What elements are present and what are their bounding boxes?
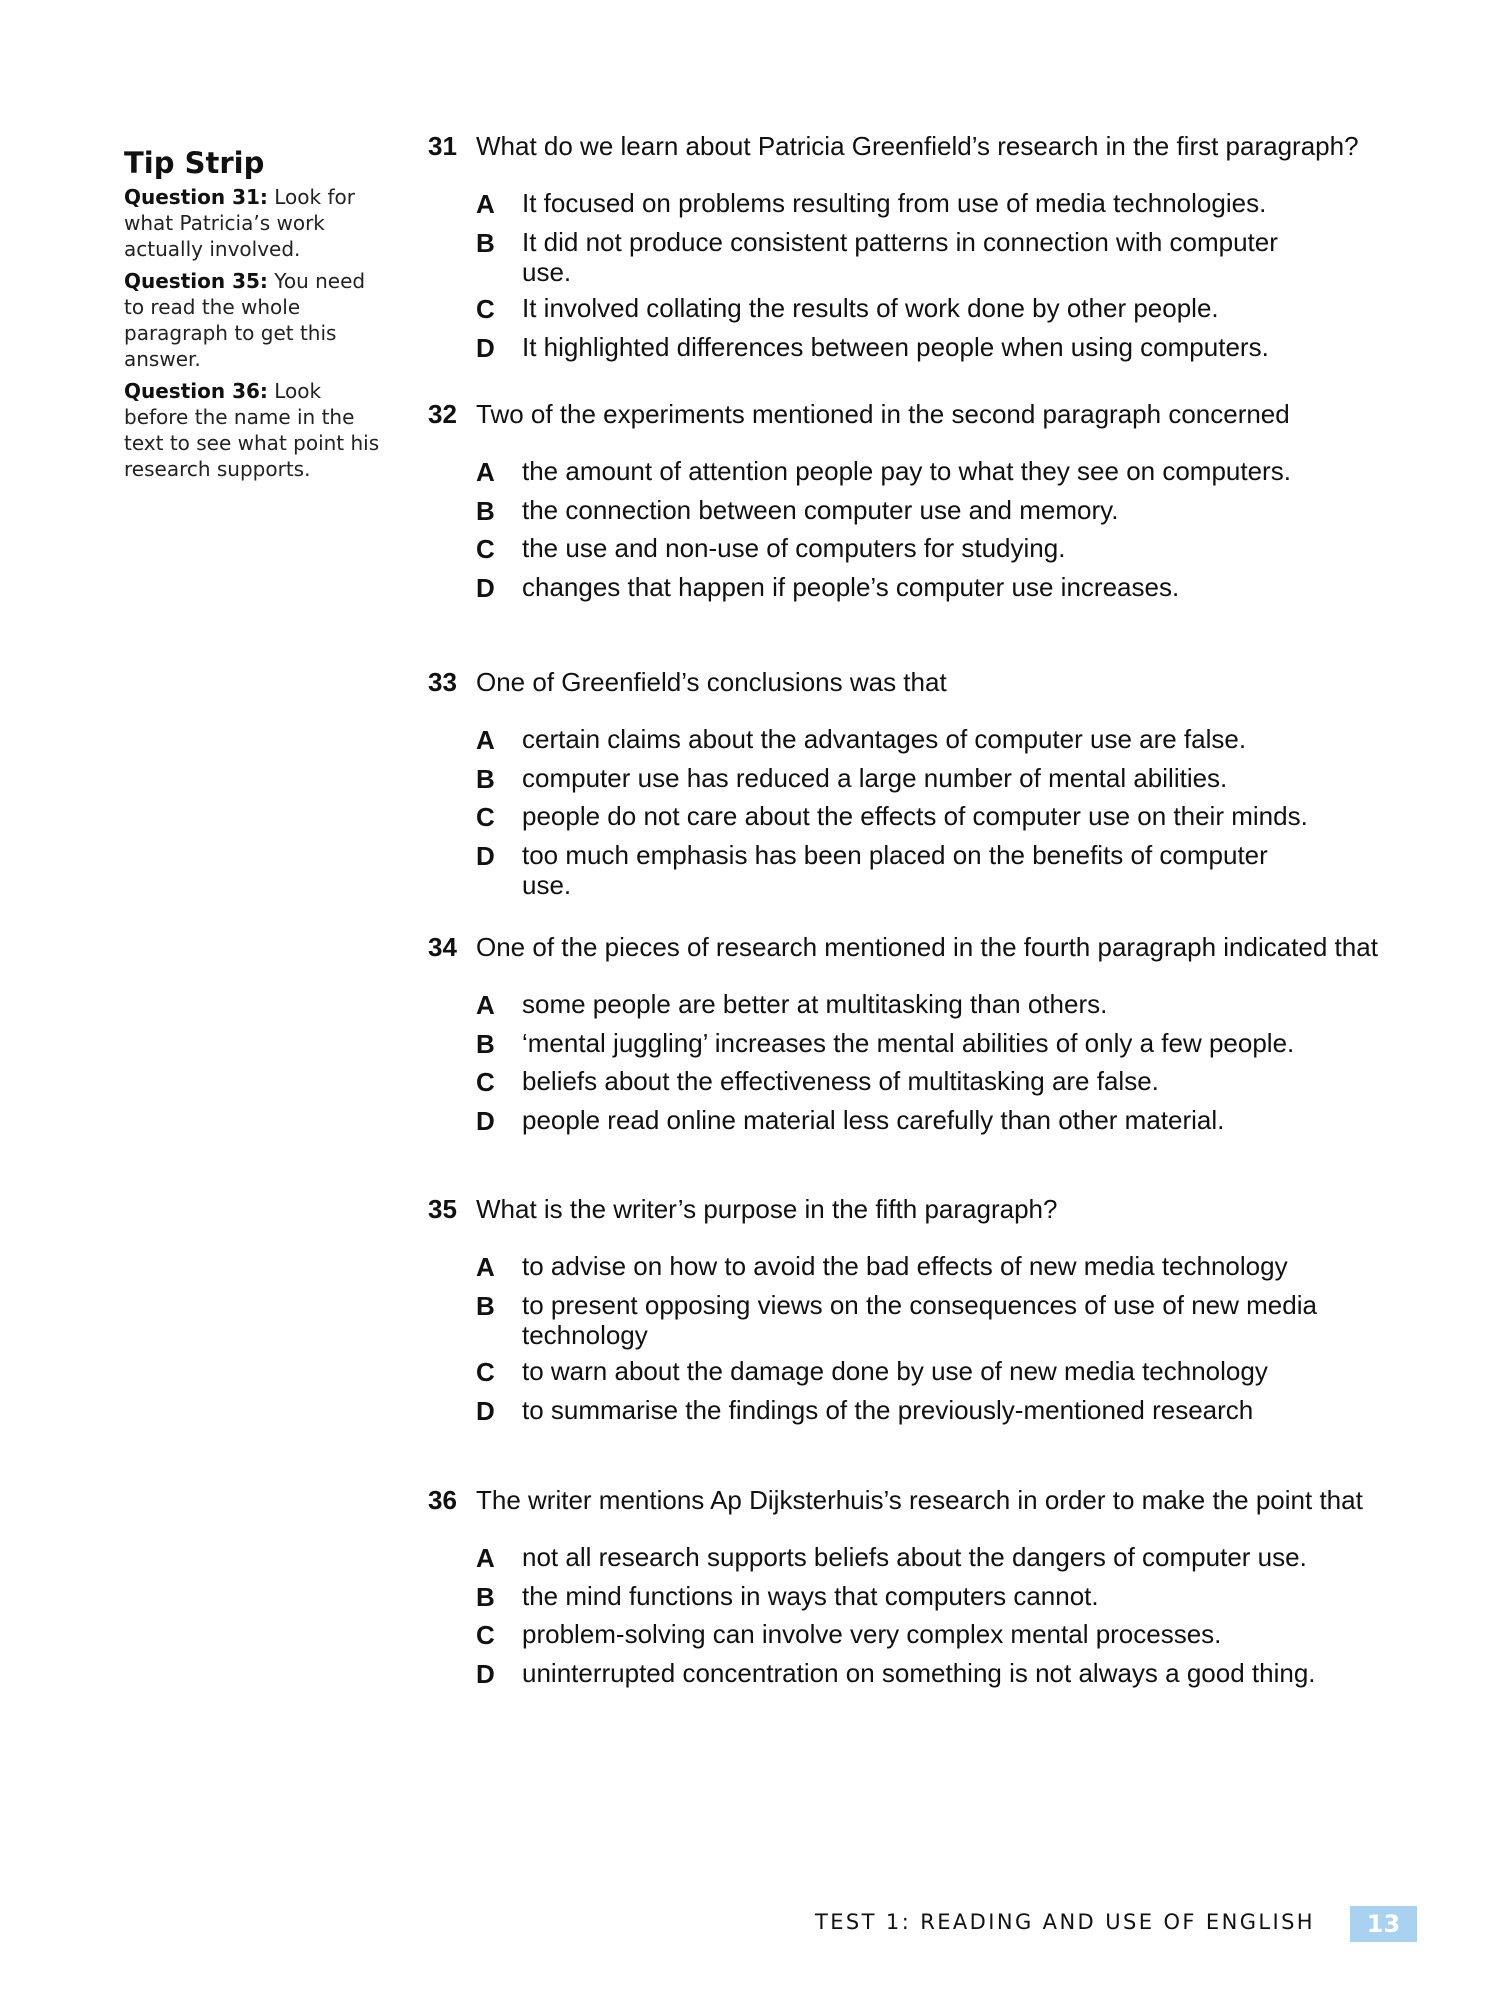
option-text: to summarise the findings of the previously-mentioned research xyxy=(522,1394,1254,1425)
options-list xyxy=(428,724,1428,900)
option-d[interactable] xyxy=(476,332,1428,364)
tip-35 xyxy=(124,268,384,372)
option-letter: C xyxy=(476,802,495,832)
footer-section-title: TEST 1: READING AND USE OF ENGLISH xyxy=(815,1910,1316,1934)
option-letter: A xyxy=(476,189,495,219)
option-letter: B xyxy=(476,1581,495,1612)
option-text: It involved collating the results of work done by other people. xyxy=(522,293,1219,323)
option-c[interactable] xyxy=(476,293,1428,325)
option-b[interactable] xyxy=(476,1290,1428,1350)
options-list xyxy=(428,1542,1428,1690)
question-header xyxy=(428,1193,1428,1225)
option-letter: C xyxy=(476,1620,495,1650)
question-33 xyxy=(428,666,1428,906)
tip-label: Question 36: xyxy=(124,379,268,403)
option-b[interactable] xyxy=(476,1028,1428,1060)
option-text: people do not care about the effects of computer use on their minds. xyxy=(522,801,1308,831)
option-b[interactable] xyxy=(476,227,1428,287)
option-a[interactable] xyxy=(476,188,1428,220)
question-36 xyxy=(428,1484,1428,1696)
option-letter: D xyxy=(476,1395,495,1426)
question-text: The writer mentions Ap Dijksterhuis’s research in order to make the point that xyxy=(476,1485,1363,1515)
question-number: 32 xyxy=(428,399,457,429)
option-text: It did not produce consistent patterns in connection with computer use. xyxy=(522,226,1278,287)
question-number: 33 xyxy=(428,667,457,697)
option-d[interactable] xyxy=(476,572,1428,604)
question-header xyxy=(428,130,1428,162)
option-letter: D xyxy=(476,1105,495,1136)
question-text: One of the pieces of research mentioned in the fourth paragraph indicated that xyxy=(476,932,1378,962)
option-text: uninterrupted concentration on something is not always a good thing. xyxy=(522,1657,1316,1688)
option-letter: B xyxy=(476,227,495,258)
options-list xyxy=(428,989,1428,1137)
question-header xyxy=(428,398,1428,430)
tip-text: Look for what Patricia’s work actually involved. xyxy=(124,185,355,261)
question-number: 35 xyxy=(428,1194,457,1224)
option-letter: B xyxy=(476,1028,495,1059)
option-letter: D xyxy=(476,572,495,603)
option-letter: C xyxy=(476,534,495,564)
question-number: 34 xyxy=(428,932,457,962)
option-text: to advise on how to avoid the bad effects of new media technology xyxy=(522,1251,1288,1281)
option-text: the amount of attention people pay to what they see on computers. xyxy=(522,456,1291,486)
option-text: not all research supports beliefs about the dangers of computer use. xyxy=(522,1542,1307,1572)
option-text: to warn about the damage done by use of new media technology xyxy=(522,1356,1268,1386)
page-number: 13 xyxy=(1350,1906,1417,1942)
option-d[interactable] xyxy=(476,1105,1428,1137)
option-c[interactable] xyxy=(476,533,1428,565)
option-letter: D xyxy=(476,332,495,363)
tip-label: Question 35: xyxy=(124,269,268,293)
option-c[interactable] xyxy=(476,1356,1428,1388)
option-d[interactable] xyxy=(476,1658,1428,1690)
option-letter: B xyxy=(476,763,495,794)
tip-36 xyxy=(124,378,384,482)
option-c[interactable] xyxy=(476,1066,1428,1098)
option-text: It focused on problems resulting from use of media technologies. xyxy=(522,188,1267,218)
option-b[interactable] xyxy=(476,763,1428,795)
question-header xyxy=(428,666,1428,698)
option-text: the connection between computer use and memory. xyxy=(522,494,1119,525)
question-header xyxy=(428,1484,1428,1516)
options-list xyxy=(428,1251,1428,1427)
question-text: What do we learn about Patricia Greenfield’s research in the first paragraph? xyxy=(476,131,1359,161)
option-letter: C xyxy=(476,294,495,324)
option-text: the mind functions in ways that computers cannot. xyxy=(522,1580,1099,1611)
option-text: people read online material less carefully than other material. xyxy=(522,1104,1225,1135)
option-letter: B xyxy=(476,1290,495,1321)
options-list xyxy=(428,456,1428,604)
option-text: beliefs about the effectiveness of multitasking are false. xyxy=(522,1066,1159,1096)
option-letter: D xyxy=(476,1658,495,1689)
option-letter: B xyxy=(476,495,495,526)
option-letter: A xyxy=(476,1543,495,1573)
option-a[interactable] xyxy=(476,1542,1428,1574)
tip-text: You need to read the whole paragraph to get this answer. xyxy=(124,269,366,371)
option-letter: C xyxy=(476,1067,495,1097)
option-letter: C xyxy=(476,1357,495,1387)
option-text: too much emphasis has been placed on the benefits of computer use. xyxy=(522,839,1268,900)
option-text: certain claims about the advantages of computer use are false. xyxy=(522,724,1247,754)
option-text: It highlighted differences between people when using computers. xyxy=(522,331,1269,362)
option-b[interactable] xyxy=(476,1581,1428,1613)
options-list xyxy=(428,188,1428,364)
question-32 xyxy=(428,398,1428,610)
option-letter: A xyxy=(476,990,495,1020)
option-text: some people are better at multitasking than others. xyxy=(522,989,1108,1019)
option-text: computer use has reduced a large number of mental abilities. xyxy=(522,762,1228,793)
option-text: changes that happen if people’s computer use increases. xyxy=(522,571,1180,602)
option-letter: A xyxy=(476,1252,495,1282)
tip-strip xyxy=(124,146,384,488)
question-34 xyxy=(428,931,1428,1143)
option-a[interactable] xyxy=(476,724,1428,756)
tip-31 xyxy=(124,184,384,262)
tip-text: Look before the name in the text to see what point his research supports. xyxy=(124,379,380,481)
question-text: What is the writer’s purpose in the fifth paragraph? xyxy=(476,1194,1058,1224)
option-d[interactable] xyxy=(476,840,1428,900)
option-c[interactable] xyxy=(476,801,1428,833)
question-number: 31 xyxy=(428,131,457,161)
option-letter: A xyxy=(476,725,495,755)
tip-strip-title: Tip Strip xyxy=(124,146,265,180)
option-letter: A xyxy=(476,457,495,487)
option-text: to present opposing views on the consequences of use of new media technology xyxy=(522,1289,1317,1350)
question-number: 36 xyxy=(428,1485,457,1515)
tip-label: Question 31: xyxy=(124,185,268,209)
option-text: the use and non-use of computers for studying. xyxy=(522,533,1066,563)
option-text: problem-solving can involve very complex mental processes. xyxy=(522,1619,1222,1649)
question-35 xyxy=(428,1193,1428,1433)
option-c[interactable] xyxy=(476,1619,1428,1651)
option-d[interactable] xyxy=(476,1395,1428,1427)
option-b[interactable] xyxy=(476,495,1428,527)
option-a[interactable] xyxy=(476,1251,1428,1283)
option-text: ‘mental juggling’ increases the mental abilities of only a few people. xyxy=(522,1027,1295,1058)
option-letter: D xyxy=(476,840,495,871)
question-31 xyxy=(428,130,1428,370)
question-text: Two of the experiments mentioned in the second paragraph concerned xyxy=(476,399,1290,429)
option-a[interactable] xyxy=(476,989,1428,1021)
question-header xyxy=(428,931,1428,963)
option-a[interactable] xyxy=(476,456,1428,488)
question-text: One of Greenfield’s conclusions was that xyxy=(476,667,947,697)
